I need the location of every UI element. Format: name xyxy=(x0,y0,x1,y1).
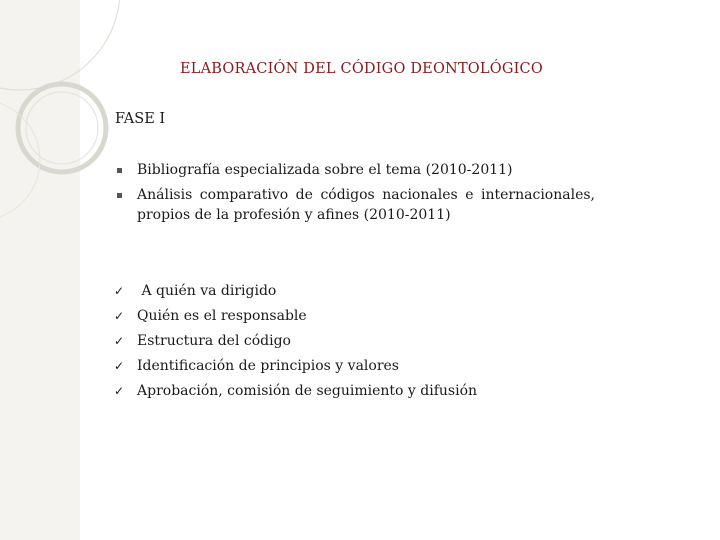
bullet-text-continued: propios de la profesión y afines (2010-2011) xyxy=(137,207,451,223)
check-text: A quién va dirigido xyxy=(137,283,277,299)
check-text: Identificación de principios y valores xyxy=(137,358,399,374)
check-icon: ✓ xyxy=(114,384,125,398)
check-icon: ✓ xyxy=(114,334,125,348)
square-bullet-icon xyxy=(117,193,122,198)
square-bullet-icon xyxy=(117,168,122,173)
check-icon: ✓ xyxy=(114,309,125,323)
phase-heading: FASE I xyxy=(115,111,166,127)
bullet-text: Análisis comparativo de códigos nacionales e internacionales, xyxy=(137,187,595,203)
check-text: Aprobación, comisión de seguimiento y difusión xyxy=(137,383,478,399)
check-icon: ✓ xyxy=(114,359,125,373)
bullet-text: Bibliografía especializada sobre el tema (2010-2011) xyxy=(137,162,513,178)
slide-title: ELABORACIÓN DEL CÓDIGO DEONTOLÓGICO xyxy=(180,61,543,77)
check-text: Quién es el responsable xyxy=(137,308,307,324)
check-icon: ✓ xyxy=(114,284,125,298)
check-text: Estructura del código xyxy=(137,333,291,349)
